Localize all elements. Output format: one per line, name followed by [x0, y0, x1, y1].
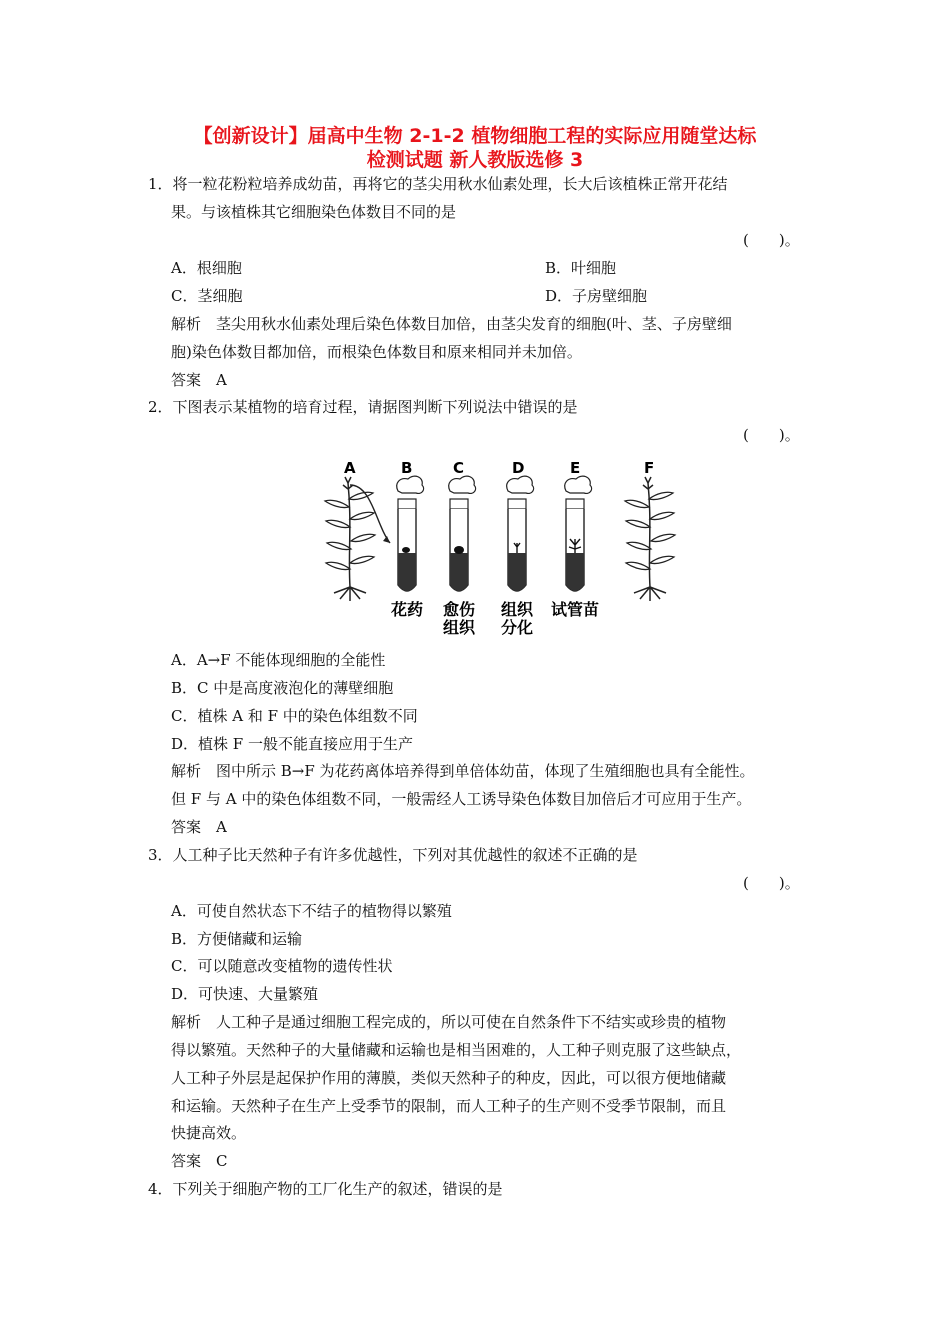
q2-option-d: D．植株 F 一般不能直接应用于生产: [171, 735, 413, 753]
q1-answer-paren: ( )。: [743, 231, 800, 249]
figure-letter-c: C: [453, 459, 465, 477]
q3-explanation-line-2: 得以繁殖。天然种子的大量储藏和运输也是相当困难的，人工种子则克服了这些缺点，: [171, 1041, 742, 1059]
q1-stem-line-1: 1．将一粒花粉粒培养成幼苗，再将它的茎尖用秋水仙素处理，长大后该植株正常开花结: [148, 175, 728, 193]
test-tube-b: [397, 476, 424, 591]
q2-option-b: B．C 中是高度液泡化的薄壁细胞: [171, 679, 394, 697]
q4-stem: 4．下列关于细胞产物的工厂化生产的叙述，错误的是: [148, 1180, 503, 1198]
figure-label-e: 试管苗: [550, 600, 600, 619]
test-tube-c: [449, 476, 476, 591]
q1-option-b: B．叶细胞: [545, 259, 617, 277]
title-line-1: 【创新设计】届高中生物 2-1-2 植物细胞工程的实际应用随堂达标: [193, 125, 757, 147]
q3-explanation-line-4: 和运输。天然种子在生产上受季节的限制，而人工种子的生产则不受季节限制，而且: [171, 1097, 727, 1115]
figure-label-c-2: 组织: [442, 618, 476, 637]
test-tube-d: [507, 476, 534, 591]
q2-answer-paren: ( )。: [743, 426, 800, 444]
document-title: [100, 124, 850, 172]
figure-letter-b: B: [401, 459, 413, 477]
q3-answer: 答案 C: [171, 1152, 228, 1170]
q1-stem-line-2: 果。与该植株其它细胞染色体数目不同的是: [171, 203, 457, 221]
q3-option-b: B．方便储藏和运输: [171, 930, 303, 948]
figure-letter-e: E: [570, 459, 581, 477]
figure-label-b: 花药: [390, 600, 424, 619]
q3-answer-paren: ( )。: [743, 874, 800, 892]
q1-explanation-line-1: 解析 茎尖用秋水仙素处理后染色体数目加倍，由茎尖发育的细胞(叶、茎、子房壁细: [171, 315, 732, 333]
q2-option-c: C．植株 A 和 F 中的染色体组数不同: [171, 707, 418, 725]
figure-label-d-2: 分化: [500, 618, 534, 637]
q3-option-c: C．可以随意改变植物的遗传性状: [171, 957, 393, 975]
plant-f: [625, 477, 675, 601]
q1-option-a: A．根细胞: [171, 259, 242, 277]
q2-explanation-line-2: 但 F 与 A 中的染色体组数不同，一般需经人工诱导染色体数目加倍后才可应用于生产。: [171, 790, 752, 808]
q3-option-a: A．可使自然状态下不结子的植物得以繁殖: [171, 902, 452, 920]
figure-label-c-1: 愈伤: [442, 600, 476, 619]
q1-option-c: C．茎细胞: [171, 287, 243, 305]
q1-explanation-line-2: 胞)染色体数目都加倍，而根染色体数目和原来相同并未加倍。: [171, 343, 582, 361]
q2-explanation-line-1: 解析 图中所示 B→F 为花药离体培养得到单倍体幼苗，体现了生殖细胞也具有全能性。: [171, 762, 755, 780]
q3-explanation-line-1: 解析 人工种子是通过细胞工程完成的，所以可使在自然条件下不结实或珍贵的植物: [171, 1013, 727, 1031]
plant-culture-figure: [310, 455, 680, 640]
test-tube-e: [565, 476, 592, 591]
q3-option-d: D．可快速、大量繁殖: [171, 985, 319, 1003]
figure-letter-d: D: [512, 459, 525, 477]
q2-option-a: A．A→F 不能体现细胞的全能性: [171, 651, 386, 669]
q3-explanation-line-3: 人工种子外层是起保护作用的薄膜，类似天然种子的种皮，因此，可以很方便地储藏: [171, 1069, 727, 1087]
q2-stem: 2．下图表示某植物的培育过程，请据图判断下列说法中错误的是: [148, 398, 578, 416]
q3-explanation-line-5: 快捷高效。: [171, 1124, 247, 1142]
q1-answer: 答案 A: [171, 371, 227, 389]
title-line-2: 检测试题 新人教版选修 3: [366, 149, 584, 171]
q3-stem: 3．人工种子比天然种子有许多优越性，下列对其优越性的叙述不正确的是: [148, 846, 638, 864]
q2-answer: 答案 A: [171, 818, 227, 836]
figure-letter-a: A: [344, 459, 356, 477]
figure-label-d-1: 组织: [500, 600, 534, 619]
figure-letter-f: F: [644, 459, 655, 477]
q1-option-d: D．子房壁细胞: [545, 287, 648, 305]
